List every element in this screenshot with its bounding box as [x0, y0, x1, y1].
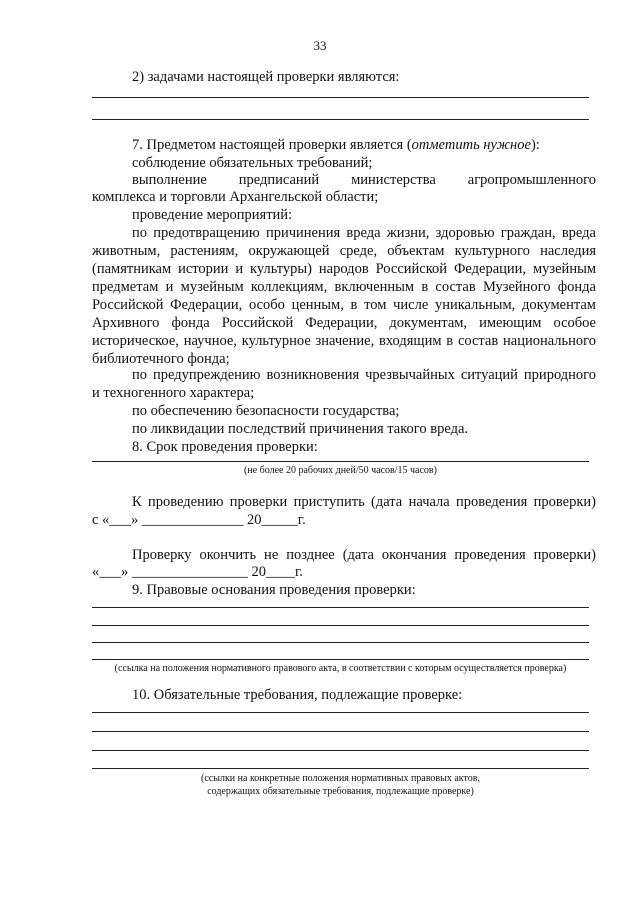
- fill-line: [92, 768, 589, 769]
- option-orders-line-2: комплекса и торговли Архангельской области;: [92, 189, 379, 205]
- harm-line-7: историческое, научное, культурное значение, входящим в состав национального: [92, 333, 596, 349]
- fill-line: [92, 625, 589, 626]
- harm-line-3: (памятникам истории и культуры) народов Российской Федерации, музейным: [92, 261, 596, 277]
- harm-line-4: предметам и музейным коллекциям, включенным в состав Музейного фонда: [92, 279, 596, 295]
- harm-line-2: животным, растениям, окружающей среде, объектам культурного наследия: [92, 243, 596, 259]
- item-2-tasks: 2) задачами настоящей проверки являются:: [132, 69, 400, 85]
- item-7-suffix: ):: [530, 137, 540, 153]
- caption-term: (не более 20 рабочих дней/50 часов/15 часов): [244, 465, 437, 476]
- fill-line: [92, 607, 589, 608]
- fill-line: [92, 642, 589, 643]
- option-measures: проведение мероприятий:: [132, 207, 293, 223]
- fill-line: [92, 731, 589, 732]
- harm-line-6: Архивного фонда Российской Федерации, документам, имеющим особое: [92, 315, 596, 331]
- emergency-line-2: и техногенного характера;: [92, 385, 255, 401]
- start-date-line-2: с «___» ______________ 20_____г.: [92, 512, 306, 528]
- fill-line: [92, 461, 589, 462]
- item-7-prefix: 7. Предметом настоящей проверки является (: [132, 137, 412, 153]
- fill-line: [92, 750, 589, 751]
- option-security: по обеспечению безопасности государства;: [132, 403, 400, 419]
- start-date-line-1: К проведению проверки приступить (дата начала проведения проверки): [132, 494, 596, 510]
- item-7-italic-hint: отметить нужное: [411, 137, 531, 153]
- fill-line: [92, 119, 589, 120]
- option-compliance: соблюдение обязательных требований;: [132, 155, 373, 171]
- item-10-requirements: 10. Обязательные требования, подлежащие проверке:: [132, 687, 463, 703]
- fill-line: [92, 659, 589, 660]
- harm-line-1: по предотвращению причинения вреда жизни, здоровью граждан, вреда: [132, 225, 596, 241]
- caption-legal-basis: (ссылка на положения нормативного правового акта, в соответствии с которым осуществляется проверка): [114, 663, 567, 674]
- harm-line-last: библиотечного фонда;: [92, 351, 230, 367]
- option-orders-line-1: выполнение предписаний министерства агропромышленного: [132, 172, 596, 188]
- emergency-line-1: по предупреждению возникновения чрезвычайных ситуаций природного: [132, 367, 596, 383]
- caption-requirements-line-1: (ссылки на конкретные положения нормативных правовых актов,: [201, 773, 480, 784]
- page-number: 33: [313, 38, 327, 53]
- fill-line: [92, 97, 589, 98]
- item-7-subject: [132, 136, 540, 154]
- item-8-term: 8. Срок проведения проверки:: [132, 439, 318, 455]
- fill-line: [92, 712, 589, 713]
- harm-line-5: Российской Федерации, особо ценным, в том числе уникальным, документам: [92, 297, 596, 313]
- caption-requirements-line-2: содержащих обязательные требования, подлежащие проверке): [207, 786, 474, 797]
- option-liquidation: по ликвидации последствий причинения такого вреда.: [132, 421, 469, 437]
- end-date-line-1: Проверку окончить не позднее (дата окончания проведения проверки): [132, 547, 596, 563]
- item-9-legal-basis: 9. Правовые основания проведения проверки:: [132, 582, 416, 598]
- end-date-line-2: «___» ________________ 20____г.: [92, 564, 303, 580]
